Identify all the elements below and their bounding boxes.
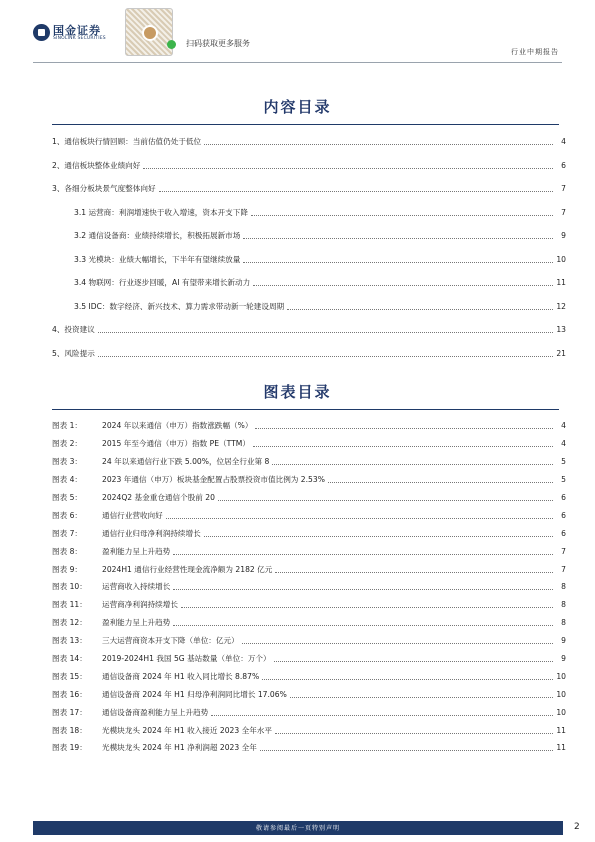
figure-entry[interactable]	[52, 489, 566, 507]
figure-page: 8	[561, 600, 566, 610]
toc-entry[interactable]	[52, 342, 566, 366]
toc-title-divider	[52, 124, 559, 125]
leader-dots	[328, 482, 553, 483]
toc-subentry[interactable]	[52, 271, 566, 295]
figure-number: 图表 17：	[52, 707, 87, 717]
figure-number: 图表 15：	[52, 671, 87, 681]
leader-dots	[173, 625, 553, 626]
leader-dots	[274, 661, 553, 662]
figure-entry[interactable]	[52, 578, 566, 596]
figure-page: 11	[556, 743, 566, 753]
figure-entry[interactable]	[52, 542, 566, 560]
figure-entry[interactable]	[52, 506, 566, 524]
figure-entry[interactable]	[52, 453, 566, 471]
toc-entry[interactable]	[52, 130, 566, 154]
figures-title: 图表目录	[263, 383, 332, 401]
figure-number: 图表 10：	[52, 582, 87, 592]
figure-caption: 2024 年以来通信（申万）指数涨跌幅（%）	[102, 421, 253, 431]
figure-entry[interactable]	[52, 560, 566, 578]
figure-number: 图表 8：	[52, 546, 83, 556]
toc-entry-label: 3.3 光模块：业绩大幅增长，下半年有望继续放量	[74, 254, 241, 264]
leader-dots	[253, 285, 553, 286]
figure-page: 6	[561, 510, 566, 520]
figure-number: 图表 1：	[52, 421, 83, 431]
toc-entry[interactable]	[52, 318, 566, 342]
figure-caption: 通信行业归母净利润持续增长	[102, 528, 201, 538]
leader-dots	[218, 500, 553, 501]
figure-entry[interactable]	[52, 614, 566, 632]
footer-disclaimer: 敬请参阅最后一页特别声明	[255, 825, 340, 832]
figure-caption: 运营商收入持续增长	[102, 582, 171, 592]
leader-dots	[204, 536, 553, 537]
leader-dots	[272, 464, 553, 465]
company-logo	[33, 22, 121, 46]
figure-number: 图表 13：	[52, 636, 87, 646]
toc-subentry[interactable]	[52, 248, 566, 272]
leader-dots	[242, 643, 553, 644]
figure-caption: 盈利能力呈上升趋势	[102, 618, 171, 628]
toc-subentry[interactable]	[52, 295, 566, 319]
leader-dots	[262, 679, 553, 680]
figure-number: 图表 9：	[52, 564, 83, 574]
toc-entry-page: 7	[561, 184, 566, 194]
toc-title: 内容目录	[263, 98, 332, 116]
figure-entry[interactable]	[52, 739, 566, 757]
toc-entry-label: 2、通信板块整体业绩向好	[52, 160, 141, 170]
logo-english-name: SINOLINK SECURITIES	[53, 36, 106, 41]
figure-caption: 通信行业营收向好	[102, 510, 163, 520]
figure-entry[interactable]	[52, 435, 566, 453]
header-divider	[33, 62, 562, 63]
figure-caption: 三大运营商资本开支下降（单位：亿元）	[102, 636, 239, 646]
figure-page: 6	[561, 493, 566, 502]
toc-entry[interactable]	[52, 154, 566, 178]
toc-list	[52, 130, 566, 365]
report-type-label: 行业中期报告	[511, 48, 559, 56]
figure-number: 图表 2：	[52, 439, 83, 449]
toc-subentry[interactable]	[52, 224, 566, 248]
toc-entry-page: 21	[556, 348, 566, 358]
figure-caption: 盈利能力呈上升趋势	[102, 546, 171, 556]
leader-dots	[143, 168, 553, 169]
figure-entry[interactable]	[52, 650, 566, 668]
leader-dots	[275, 572, 553, 573]
figure-caption: 2024Q2 基金重仓通信个股前 20	[102, 493, 215, 502]
figure-entry[interactable]	[52, 596, 566, 614]
figure-caption: 24 年以来通信行业下跌 5.00%，位居全行业第 8	[102, 457, 270, 467]
leader-dots	[204, 144, 553, 145]
figure-page: 5	[561, 475, 566, 485]
qr-center-avatar	[142, 25, 158, 41]
leader-dots	[98, 356, 553, 357]
figure-page: 8	[561, 582, 566, 592]
figure-entry[interactable]	[52, 685, 566, 703]
leader-dots	[243, 238, 553, 239]
leader-dots	[287, 309, 553, 310]
figure-number: 图表 3：	[52, 457, 83, 467]
toc-subentry[interactable]	[52, 201, 566, 225]
sinolink-logo-icon	[33, 24, 50, 41]
figure-page: 6	[561, 528, 566, 538]
leader-dots	[290, 697, 553, 698]
leader-dots	[211, 715, 553, 716]
toc-entry-page: 13	[556, 325, 566, 335]
figure-page: 4	[561, 421, 566, 431]
toc-entry-label: 4、投资建议	[52, 325, 95, 335]
toc-entry-label: 3.2 通信设备商：业绩持续增长，积极拓展新市场	[74, 231, 241, 241]
leader-dots	[181, 607, 553, 608]
leader-dots	[243, 262, 553, 263]
figure-caption: 2019-2024H1 我国 5G 基站数量（单位：万个）	[102, 654, 271, 664]
figure-entry[interactable]	[52, 721, 566, 739]
figure-number: 图表 16：	[52, 689, 87, 699]
figure-caption: 通信设备商 2024 年 H1 收入同比增长 8.87%	[102, 671, 260, 681]
leader-dots	[255, 428, 553, 429]
toc-entry-label: 1、通信板块行情回顾：当前估值仍处于低位	[52, 137, 202, 147]
leader-dots	[98, 332, 553, 333]
figure-entry[interactable]	[52, 632, 566, 650]
figure-page: 11	[556, 725, 566, 735]
figure-page: 10	[556, 671, 566, 681]
toc-entry-page: 11	[556, 278, 566, 288]
toc-entry-page: 9	[561, 231, 566, 241]
leader-dots	[260, 750, 553, 751]
wechat-icon	[167, 40, 176, 49]
figure-caption: 通信设备商盈利能力呈上升趋势	[102, 707, 209, 717]
toc-entry-page: 6	[561, 160, 566, 170]
leader-dots	[159, 191, 553, 192]
leader-dots	[253, 446, 553, 447]
figure-page: 4	[561, 439, 566, 449]
figure-number: 图表 4：	[52, 475, 83, 485]
toc-entry-page: 7	[561, 207, 566, 217]
figure-number: 图表 14：	[52, 654, 87, 664]
leader-dots	[173, 554, 553, 555]
qr-caption: 扫码获取更多服务	[186, 39, 250, 48]
figure-entry[interactable]	[52, 524, 566, 542]
figure-number: 图表 7：	[52, 528, 83, 538]
qr-code-icon	[125, 8, 173, 56]
figures-list	[52, 417, 566, 757]
toc-entry-page: 12	[556, 301, 566, 311]
figure-page: 9	[561, 654, 566, 664]
figure-page: 7	[561, 564, 566, 574]
figure-entry[interactable]	[52, 703, 566, 721]
page-number: 2	[574, 822, 580, 832]
figure-caption: 光模块龙头 2024 年 H1 净利润超 2023 全年	[102, 743, 257, 753]
page-header	[0, 0, 595, 64]
figure-page: 9	[561, 636, 566, 646]
leader-dots	[173, 589, 553, 590]
toc-entry-label: 3.5 IDC：数字经济、新兴技术、算力需求带动新一轮建设周期	[74, 301, 285, 311]
figure-entry[interactable]	[52, 471, 566, 489]
figures-title-divider	[52, 409, 559, 410]
figure-page: 7	[561, 546, 566, 556]
figure-caption: 2015 年至今通信（申万）指数 PE（TTM）	[102, 439, 250, 449]
toc-entry[interactable]	[52, 177, 566, 201]
figure-caption: 2023 年通信（申万）板块基金配置占股票投资市值比例为 2.53%	[102, 475, 325, 485]
leader-dots	[275, 733, 553, 734]
leader-dots	[166, 518, 553, 519]
figure-number: 图表 18：	[52, 725, 87, 735]
toc-entry-label: 3.1 运营商：利润增速快于收入增速，资本开支下降	[74, 207, 248, 217]
figure-page: 10	[556, 689, 566, 699]
toc-entry-label: 3、各细分板块景气度整体向好	[52, 184, 156, 194]
figure-entry[interactable]	[52, 417, 566, 435]
toc-entry-page: 10	[556, 254, 566, 264]
figure-number: 图表 19：	[52, 743, 87, 753]
footer-bar	[33, 821, 563, 835]
page-footer	[0, 816, 595, 842]
figure-number: 图表 11：	[52, 600, 87, 610]
figure-caption: 通信设备商 2024 年 H1 归母净利润同比增长 17.06%	[102, 689, 287, 699]
toc-entry-label: 5、风险提示	[52, 348, 95, 358]
figure-entry[interactable]	[52, 667, 566, 685]
leader-dots	[251, 215, 553, 216]
figure-number: 图表 5：	[52, 493, 83, 502]
figure-caption: 光模块龙头 2024 年 H1 收入接近 2023 全年水平	[102, 725, 272, 735]
figure-number: 图表 12：	[52, 618, 87, 628]
toc-entry-page: 4	[561, 137, 566, 147]
figure-page: 8	[561, 618, 566, 628]
logo-chinese-name: 国金证券	[53, 24, 101, 37]
toc-entry-label: 3.4 物联网：行业逐步回暖，AI 有望带来增长新动力	[74, 278, 251, 288]
figure-caption: 运营商净利润持续增长	[102, 600, 178, 610]
figure-page: 5	[561, 457, 566, 467]
figure-caption: 2024H1 通信行业经营性现金流净额为 2182 亿元	[102, 564, 273, 574]
figure-page: 10	[556, 707, 566, 717]
figure-number: 图表 6：	[52, 510, 83, 520]
